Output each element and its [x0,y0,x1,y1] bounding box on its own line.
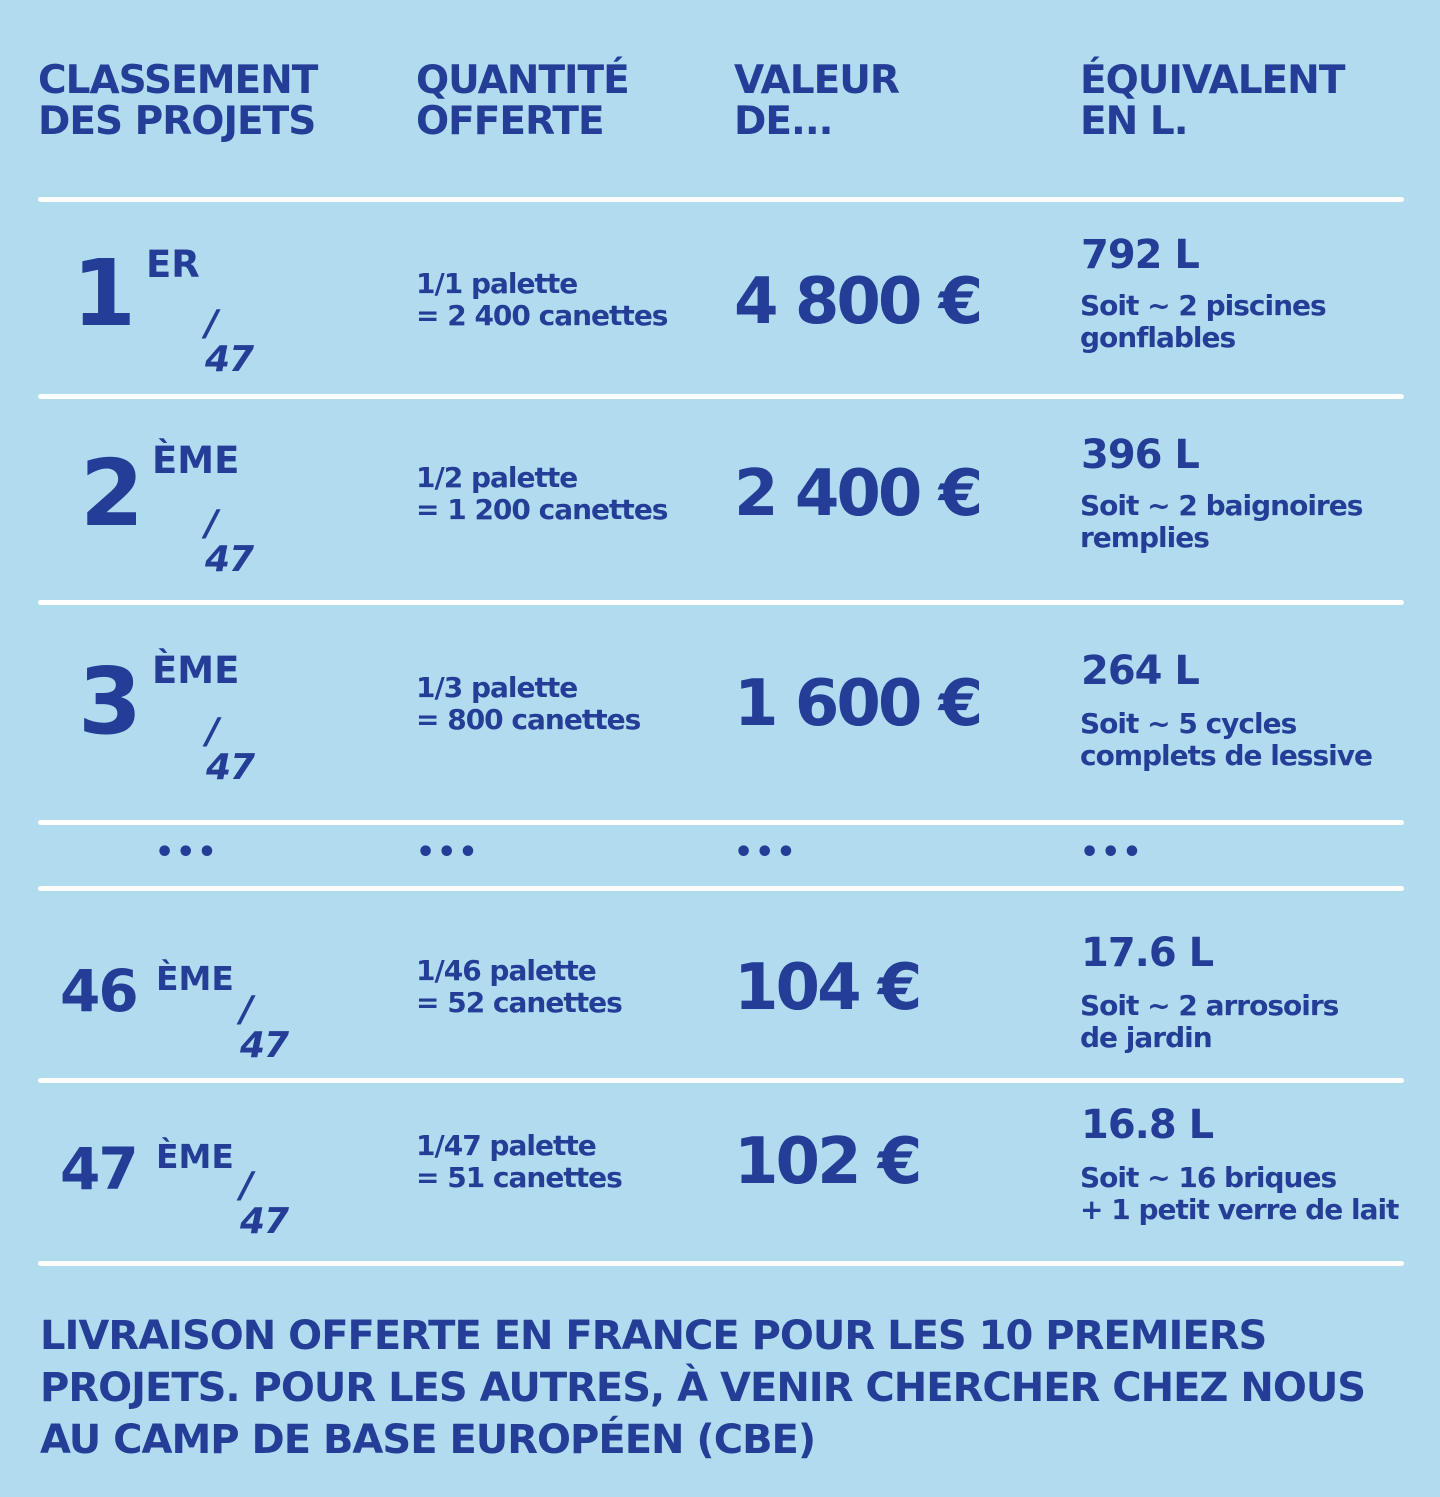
equivalent-text: Soit ~ 2 baignoires remplies [1080,489,1363,554]
row-divider [38,1078,1404,1083]
value-cell: 4 800 € [734,265,981,339]
quantity-cell: 1/2 palette = 1 200 canettes [416,461,668,526]
rank-number: 47 [60,1135,137,1203]
delivery-note: LIVRAISON OFFERTE EN FRANCE POUR LES 10 PREMIERS PROJETS. POUR LES AUTRES, À VENIR CHERCHER CHEZ NOUS AU CAMP DE BASE EUROPÉEN (CBE) [40,1313,1366,1463]
row-divider [38,394,1404,399]
rank-number: 2 [80,440,141,547]
ellipsis-value: ••• [734,835,798,870]
value-cell: 1 600 € [734,667,981,741]
ellipsis-rank: ••• [155,835,219,870]
value-cell: 2 400 € [734,457,981,531]
quantity-cell: 1/46 palette = 52 canettes [416,954,622,1019]
rank-suffix: ÈME [152,439,240,482]
rank-total: / 47 [206,711,255,788]
rank-total: / 47 [205,503,254,580]
equivalent-text: Soit ~ 5 cycles complets de lessive [1080,707,1372,772]
row-divider [38,886,1404,891]
quantity-cell: 1/3 palette = 800 canettes [416,671,641,736]
rank-total: / 47 [240,1165,289,1242]
equivalent-text: Soit ~ 2 arrosoirs de jardin [1080,989,1339,1054]
header-value: VALEUR DE... [734,58,899,144]
row-divider [38,820,1404,825]
row-divider [38,600,1404,605]
ellipsis-quantity: ••• [416,835,480,870]
liters-value: 264 L [1081,648,1199,694]
rank-suffix: ER [146,243,200,286]
rank-number: 1 [72,240,133,347]
rank-suffix: ÈME [156,959,234,998]
quantity-cell: 1/1 palette = 2 400 canettes [416,267,668,332]
equivalent-text: Soit ~ 2 piscines gonflables [1080,289,1326,354]
rank-number: 3 [78,648,139,755]
liters-value: 396 L [1081,432,1199,478]
row-divider [38,1261,1404,1266]
value-cell: 102 € [734,1125,920,1199]
header-equivalent: ÉQUIVALENT EN L. [1080,58,1345,144]
rank-suffix: ÈME [156,1137,234,1176]
row-divider [38,197,1404,202]
rank-number: 46 [60,957,137,1025]
rank-suffix: ÈME [152,649,240,692]
ellipsis-equivalent: ••• [1080,835,1144,870]
liters-value: 16.8 L [1081,1102,1214,1148]
equivalent-text: Soit ~ 16 briques + 1 petit verre de lait [1080,1161,1399,1226]
quantity-cell: 1/47 palette = 51 canettes [416,1129,622,1194]
rank-total: / 47 [205,303,254,380]
value-cell: 104 € [734,951,920,1025]
liters-value: 792 L [1081,232,1199,278]
liters-value: 17.6 L [1081,930,1214,976]
rank-total: / 47 [240,989,289,1066]
header-quantity: QUANTITÉ OFFERTE [416,58,629,144]
header-rank: CLASSEMENT DES PROJETS [38,58,318,144]
